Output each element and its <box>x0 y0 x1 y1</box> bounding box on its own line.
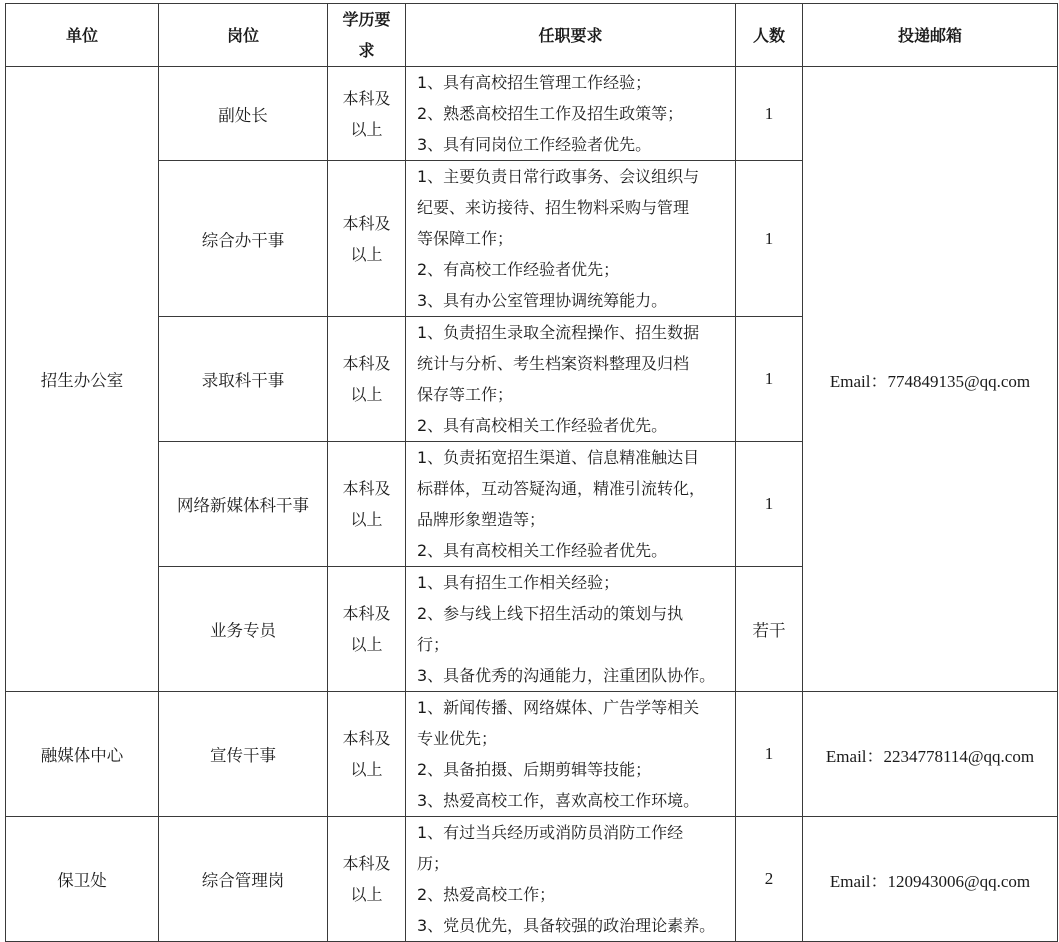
count-cell: 1 <box>736 692 803 817</box>
requirement-line: 1、具有高校招生管理工作经验； <box>417 73 652 92</box>
email-label: Email <box>829 371 871 391</box>
requirements-cell <box>406 442 736 567</box>
education-line1: 本科及 <box>342 479 391 498</box>
email-cell <box>803 67 1058 692</box>
header-count: 人数 <box>736 4 803 67</box>
requirement-line: 2、具备拍摄、后期剪辑等技能； <box>417 760 652 779</box>
education-line2: 以上 <box>350 510 383 529</box>
header-unit: 单位 <box>6 4 159 67</box>
count-cell: 1 <box>736 442 803 567</box>
education-line2: 以上 <box>350 385 383 404</box>
position-cell: 宣传干事 <box>159 692 328 817</box>
requirement-line: 1、负责招生录取全流程操作、招生数据 <box>417 323 700 342</box>
requirements-cell <box>406 817 736 942</box>
header-education <box>328 4 406 67</box>
position-cell: 业务专员 <box>159 567 328 692</box>
email-address[interactable]: 774849135@qq.com <box>887 371 1031 391</box>
unit-cell: 融媒体中心 <box>6 692 159 817</box>
education-line2: 以上 <box>350 119 383 139</box>
requirement-line: 1、新闻传播、网络媒体、广告学等相关 <box>417 698 700 717</box>
count-cell: 1 <box>736 161 803 317</box>
education-line1: 本科及 <box>342 354 391 373</box>
requirement-line: 3、党员优先，具备较强的政治理论素养。 <box>417 916 716 935</box>
email-cell <box>803 692 1058 817</box>
education-line1: 本科及 <box>342 88 391 108</box>
requirement-line: 行； <box>417 635 450 654</box>
education-cell <box>328 567 406 692</box>
requirement-line: 等保障工作； <box>417 229 514 248</box>
education-line2: 以上 <box>350 635 383 654</box>
position-cell: 录取科干事 <box>159 317 328 442</box>
table-row <box>6 692 1058 817</box>
requirement-line: 纪要、来访接待、招生物料采购与管理 <box>417 198 690 217</box>
position-cell: 网络新媒体科干事 <box>159 442 328 567</box>
header-requirements: 任职要求 <box>406 4 736 67</box>
requirement-line: 2、具有高校相关工作经验者优先。 <box>417 416 668 435</box>
requirement-line: 专业优先； <box>417 729 498 748</box>
requirement-line: 1、负责拓宽招生渠道、信息精准触达目 <box>417 448 700 467</box>
requirement-line: 历； <box>417 854 450 873</box>
education-line2: 以上 <box>350 760 383 779</box>
education-line2: 以上 <box>350 244 383 264</box>
education-cell <box>328 692 406 817</box>
education-line1: 本科及 <box>342 729 391 748</box>
recruitment-table <box>5 3 1058 942</box>
requirement-line: 品牌形象塑造等； <box>417 510 546 529</box>
position-cell: 副处长 <box>159 67 328 161</box>
education-cell <box>328 161 406 317</box>
email-address[interactable]: 120943006@qq.com <box>887 871 1031 891</box>
requirement-line: 1、有过当兵经历或消防员消防工作经 <box>417 823 684 842</box>
position-cell: 综合办干事 <box>159 161 328 317</box>
header-education-line1: 学历要 <box>342 10 391 29</box>
requirement-line: 1、主要负责日常行政事务、会议组织与 <box>417 167 700 186</box>
count-cell: 若干 <box>736 567 803 692</box>
table-row <box>6 817 1058 942</box>
header-email: 投递邮箱 <box>803 4 1058 67</box>
count-cell: 2 <box>736 817 803 942</box>
requirements-cell <box>406 692 736 817</box>
email-address[interactable]: 2234778114@qq.com <box>883 746 1035 766</box>
requirements-cell <box>406 67 736 161</box>
email-colon: ： <box>870 871 888 892</box>
requirement-line: 3、热爱高校工作，喜欢高校工作环境。 <box>417 791 700 810</box>
header-row <box>6 4 1058 67</box>
requirement-line: 标群体，互动答疑沟通，精准引流转化， <box>417 479 706 498</box>
education-cell <box>328 317 406 442</box>
email-colon: ： <box>870 371 888 392</box>
count-cell: 1 <box>736 317 803 442</box>
requirement-line: 2、热爱高校工作； <box>417 885 556 904</box>
requirement-line: 2、有高校工作经验者优先； <box>417 260 620 279</box>
requirement-line: 2、具有高校相关工作经验者优先。 <box>417 541 668 560</box>
count-cell: 1 <box>736 67 803 161</box>
education-line1: 本科及 <box>342 213 391 233</box>
requirement-line: 3、具备优秀的沟通能力，注重团队协作。 <box>417 666 716 685</box>
requirement-line: 统计与分析、考生档案资料整理及归档 <box>417 354 690 373</box>
requirement-line: 2、熟悉高校招生工作及招生政策等； <box>417 104 684 123</box>
requirement-line: 1、具有招生工作相关经验； <box>417 573 620 592</box>
requirement-line: 保存等工作； <box>417 385 514 404</box>
unit-cell: 招生办公室 <box>6 67 159 692</box>
requirements-cell <box>406 317 736 442</box>
education-cell <box>328 817 406 942</box>
education-cell <box>328 67 406 161</box>
email-label: Email <box>829 871 871 891</box>
table-row <box>6 67 1058 161</box>
education-line1: 本科及 <box>342 854 391 873</box>
email-label: Email <box>825 746 867 766</box>
requirement-line: 2、参与线上线下招生活动的策划与执 <box>417 604 684 623</box>
requirement-line: 3、具有同岗位工作经验者优先。 <box>417 135 652 154</box>
email-colon: ： <box>866 746 884 767</box>
education-line1: 本科及 <box>342 604 391 623</box>
requirements-cell <box>406 567 736 692</box>
header-education-line2: 求 <box>358 41 375 60</box>
header-position: 岗位 <box>159 4 328 67</box>
requirement-line: 3、具有办公室管理协调统筹能力。 <box>417 291 668 310</box>
education-cell <box>328 442 406 567</box>
education-line2: 以上 <box>350 885 383 904</box>
unit-cell: 保卫处 <box>6 817 159 942</box>
position-cell: 综合管理岗 <box>159 817 328 942</box>
requirements-cell <box>406 161 736 317</box>
email-cell <box>803 817 1058 942</box>
